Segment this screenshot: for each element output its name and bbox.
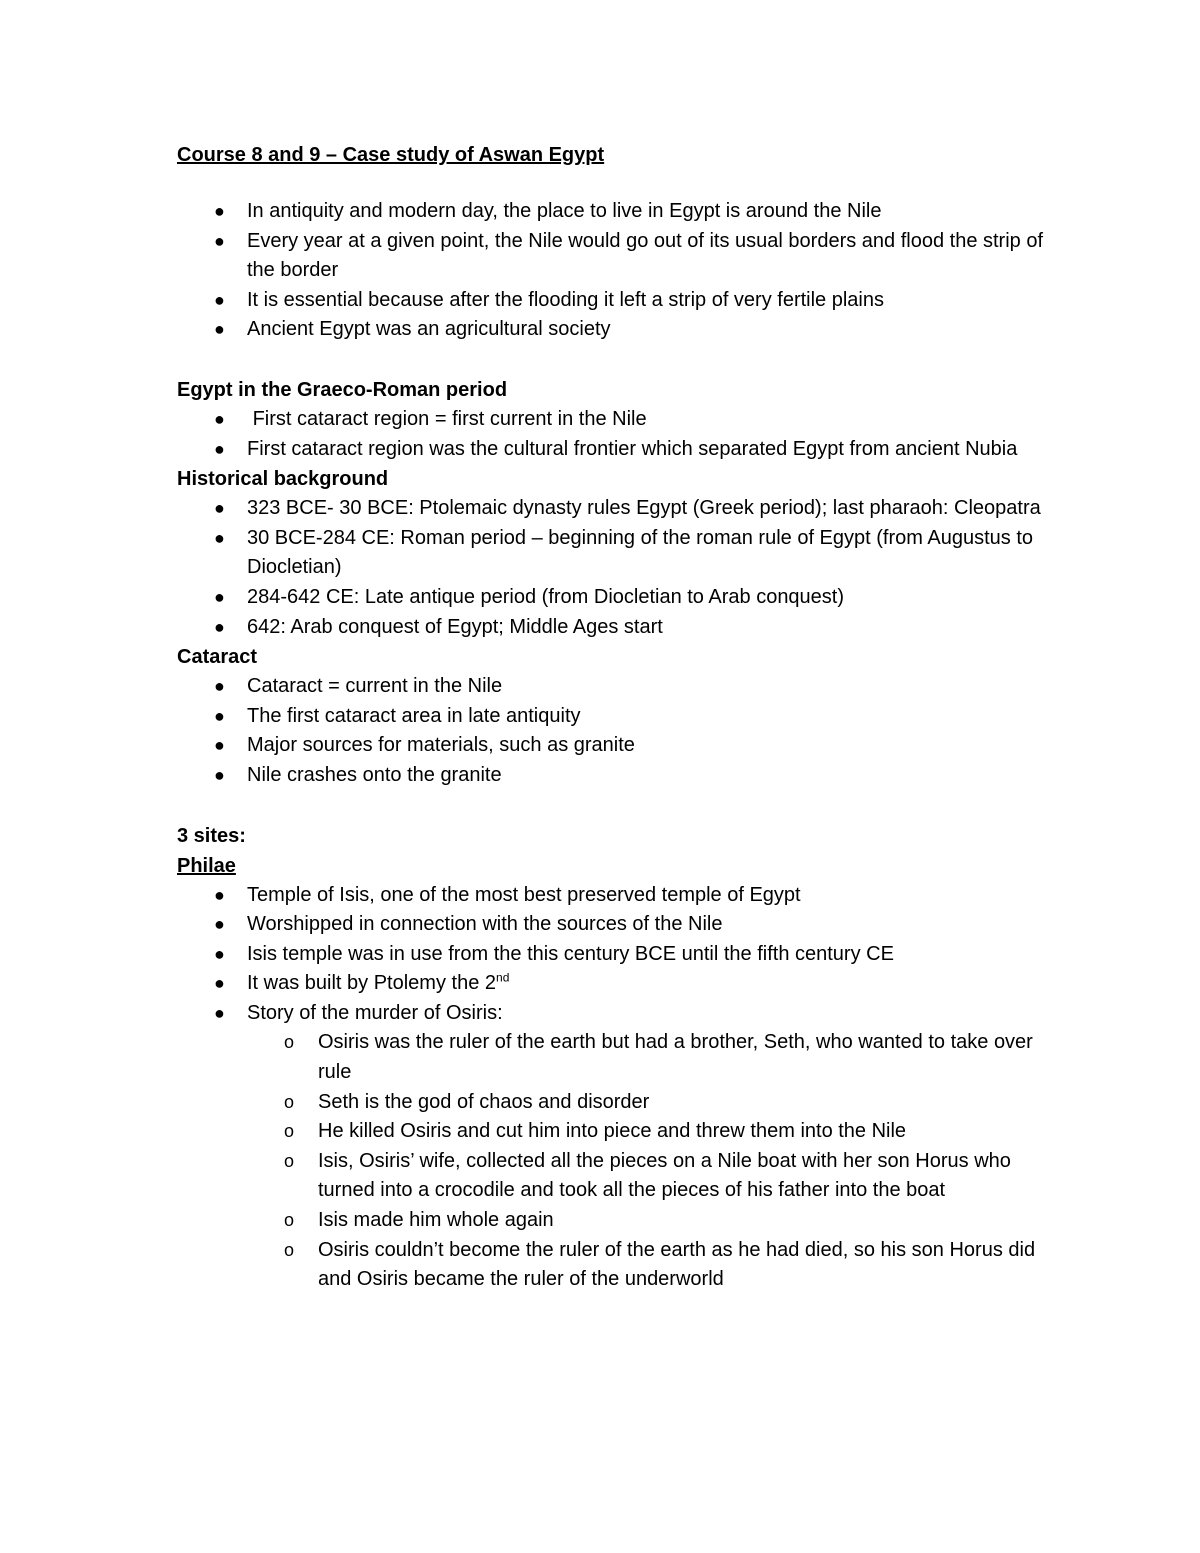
list-item: ● Cataract = current in the Nile xyxy=(177,672,1057,702)
osiris-sublist xyxy=(247,1028,1057,1294)
ordinal-suffix: nd xyxy=(496,970,510,985)
circle-bullet-icon: o xyxy=(284,1091,295,1112)
bullet-icon: ● xyxy=(214,408,225,429)
bullet-icon: ● xyxy=(214,527,225,548)
list-item: ● Every year at a given point, the Nile would go out of its usual borders and flood the strip of the border xyxy=(177,227,1057,286)
sub-list-item: o He killed Osiris and cut him into piece and threw them into the Nile xyxy=(247,1117,1057,1147)
list-item: ● In antiquity and modern day, the place to live in Egypt is around the Nile xyxy=(177,197,1057,227)
cataract-list xyxy=(177,672,1057,790)
list-item: ● Major sources for materials, such as granite xyxy=(177,731,1057,761)
sub-list-item: o Osiris couldn’t become the ruler of the earth as he had died, so his son Horus did and Osiris became the ruler of the underworld xyxy=(247,1236,1057,1295)
list-item: ● 642: Arab conquest of Egypt; Middle Ages start xyxy=(177,613,1057,643)
bullet-icon: ● xyxy=(214,943,225,964)
bullet-icon: ● xyxy=(214,705,225,726)
circle-bullet-icon: o xyxy=(284,1121,295,1142)
list-item: ● Worshipped in connection with the sources of the Nile xyxy=(177,910,1057,940)
document-page xyxy=(177,140,1057,1295)
bullet-icon: ● xyxy=(214,914,225,935)
intro-list xyxy=(177,197,1057,345)
list-item: ● 323 BCE- 30 BCE: Ptolemaic dynasty rules Egypt (Greek period); last pharaoh: Cleopatra xyxy=(177,494,1057,524)
bullet-icon: ● xyxy=(214,1002,225,1023)
list-item: ● It is essential because after the flooding it left a strip of very fertile plains xyxy=(177,286,1057,316)
list-item: ● 284-642 CE: Late antique period (from Diocletian to Arab conquest) xyxy=(177,583,1057,613)
circle-bullet-icon: o xyxy=(284,1239,295,1260)
circle-bullet-icon: o xyxy=(284,1210,295,1231)
bullet-icon: ● xyxy=(214,676,225,697)
list-item: ● First cataract region was the cultural frontier which separated Egypt from ancient Nubia xyxy=(177,435,1057,465)
bullet-icon: ● xyxy=(214,201,225,221)
circle-bullet-icon: o xyxy=(284,1032,295,1053)
list-item: ● It was built by Ptolemy the 2nd xyxy=(177,969,1057,999)
circle-bullet-icon: o xyxy=(284,1150,295,1171)
list-item: ● Ancient Egypt was an agricultural society xyxy=(177,315,1057,345)
bullet-icon: ● xyxy=(214,230,225,251)
list-item: ● Isis temple was in use from the this century BCE until the fifth century CE xyxy=(177,940,1057,970)
list-item: ● Temple of Isis, one of the most best preserved temple of Egypt xyxy=(177,881,1057,911)
section-heading-philae: Philae xyxy=(177,854,236,877)
graeco-roman-list xyxy=(177,405,1057,464)
section-heading-graeco-roman: Egypt in the Graeco-Roman period xyxy=(177,378,508,401)
bullet-icon: ● xyxy=(214,319,225,340)
bullet-icon: ● xyxy=(214,498,225,519)
page-title: Course 8 and 9 – Case study of Aswan Egypt xyxy=(177,144,605,166)
list-item: ● Story of the murder of Osiris: o Osiris was the ruler of the earth but had a brother, Seth, who wanted to take over rule o Seth is the god of chaos and disorder o He killed Osiris and cut him into piece and threw them into the Nile o Isis, Osiris’ wife, collected all the pieces on a Nile boat with her son Horus who turned into a crocodile and took all the pieces of his father into the boat o Isis made him whole again o Osiris couldn’t become the ruler of the earth as he had died, so his son Horus did and Osiris became the ruler of the underworld xyxy=(177,999,1057,1295)
bullet-icon: ● xyxy=(214,884,225,905)
bullet-icon: ● xyxy=(214,735,225,756)
list-item: ● First cataract region = first current in the Nile xyxy=(177,405,1057,435)
list-item: ● The first cataract area in late antiquity xyxy=(177,702,1057,732)
spacer xyxy=(177,345,1057,375)
spacer xyxy=(177,791,1057,821)
bullet-icon: ● xyxy=(214,586,225,607)
list-item: ● 30 BCE-284 CE: Roman period – beginning of the roman rule of Egypt (from Augustus to Diocletian) xyxy=(177,524,1057,583)
philae-list xyxy=(177,881,1057,1295)
sub-list-item: o Osiris was the ruler of the earth but had a brother, Seth, who wanted to take over rule xyxy=(247,1028,1057,1087)
sub-list-item: o Seth is the god of chaos and disorder xyxy=(247,1088,1057,1118)
bullet-icon: ● xyxy=(214,616,225,637)
bullet-icon: ● xyxy=(214,973,225,994)
section-heading-sites: 3 sites: xyxy=(177,824,246,847)
sub-list-item: o Isis, Osiris’ wife, collected all the pieces on a Nile boat with her son Horus who turned into a crocodile and took all the pieces of his father into the boat xyxy=(247,1147,1057,1206)
sub-list-item: o Isis made him whole again xyxy=(247,1206,1057,1236)
bullet-icon: ● xyxy=(214,764,225,785)
bullet-icon: ● xyxy=(214,289,225,310)
bullet-icon: ● xyxy=(214,438,225,459)
section-heading-historical: Historical background xyxy=(177,468,389,491)
list-item: ● Nile crashes onto the granite xyxy=(177,761,1057,791)
historical-list xyxy=(177,494,1057,642)
section-heading-cataract: Cataract xyxy=(177,646,258,669)
